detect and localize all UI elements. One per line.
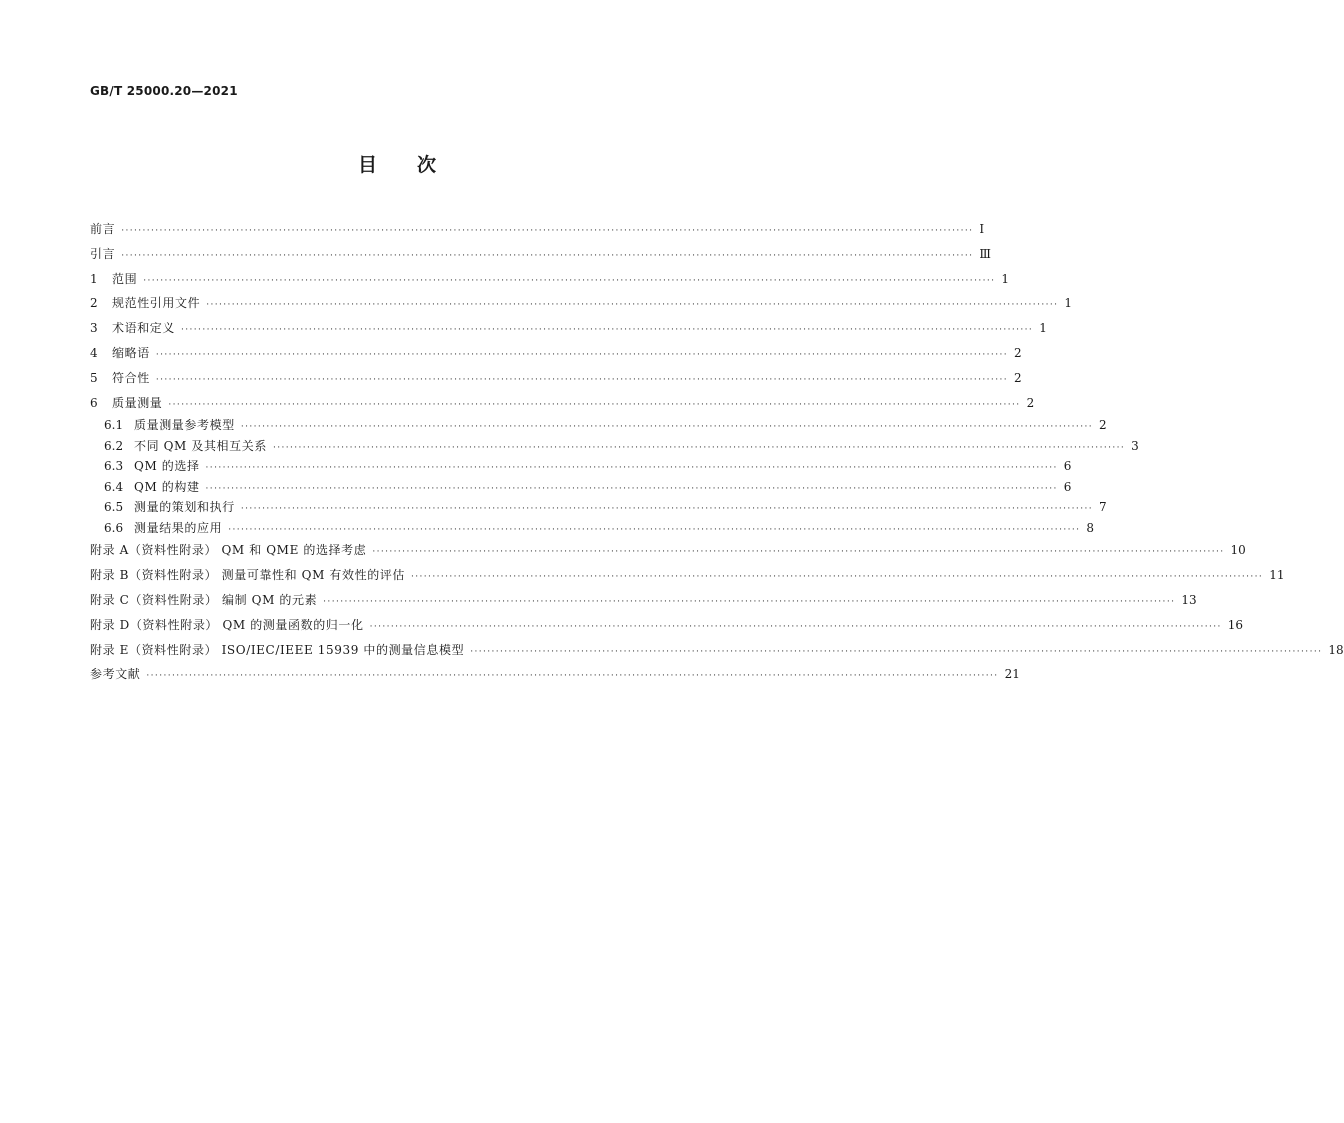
toc-entry-title: QM 的构建: [134, 479, 200, 494]
toc-entry-label: [90, 662, 140, 687]
toc-leader-dots: ········································································································································································································: [155, 374, 1008, 385]
page-title: [0, 150, 794, 177]
toc-entry-title: 测量结果的应用: [134, 520, 223, 535]
toc-entry-label: [104, 415, 235, 436]
toc-entry-title: 范围: [112, 271, 138, 286]
toc-entry-page: 1: [1039, 321, 1047, 336]
toc-entry-title: 前言: [90, 222, 116, 236]
toc-leader-dots: ········································································································································································································: [272, 442, 1126, 453]
toc-leader-dots: ········································································································································································································: [205, 483, 1058, 494]
toc-leader-dots: ········································································································································································································: [146, 671, 999, 682]
toc-entry[interactable]: [90, 456, 1072, 477]
toc-entry[interactable]: [90, 477, 1072, 498]
toc-leader-dots: ········································································································································································································: [168, 399, 1021, 410]
toc-entry[interactable]: [90, 267, 1010, 292]
toc-entry-page: 1: [1064, 296, 1073, 311]
toc-entry-label: [90, 267, 137, 292]
toc-entry-label: [104, 477, 200, 498]
toc-entry-label: [90, 588, 317, 613]
toc-entry[interactable]: [90, 613, 1244, 638]
toc-entry-label: [90, 217, 115, 242]
toc-entry[interactable]: [90, 316, 1047, 341]
toc-entry-title: 附录 A（资料性附录） QM 和 QME 的选择考虑: [90, 543, 367, 558]
toc-leader-dots: ········································································································································································································: [323, 596, 1176, 607]
toc-entry-title: 附录 C（资料性附录） 编制 QM 的元素: [90, 592, 318, 607]
toc-entry-number: 6.4: [104, 479, 124, 494]
toc-entry[interactable]: [90, 415, 1107, 436]
table-of-contents: [90, 217, 1344, 687]
toc-entry[interactable]: [90, 436, 1139, 457]
toc-entry-title: 参考文献: [90, 667, 141, 682]
toc-entry-label: [90, 291, 200, 316]
title-char-2: 次: [417, 154, 437, 176]
toc-entry-page: Ⅰ: [979, 222, 985, 236]
toc-entry-page: 13: [1181, 592, 1197, 607]
toc-entry-page: 21: [1004, 667, 1020, 682]
toc-entry-number: 2: [90, 296, 98, 311]
toc-leader-dots: ········································································································································································································: [228, 524, 1081, 535]
toc-entry-label: [104, 518, 222, 539]
toc-entry-label: [90, 638, 464, 663]
toc-entry-page: 11: [1269, 568, 1285, 583]
toc-entry-number: 6.1: [104, 418, 124, 433]
toc-entry[interactable]: [90, 391, 1035, 416]
toc-entry-page: 2: [1013, 370, 1022, 385]
toc-entry-label: [90, 391, 162, 416]
toc-entry-page: 2: [1098, 418, 1107, 433]
toc-entry-page: 18: [1328, 642, 1344, 657]
toc-entry-title: 附录 D（资料性附录） QM 的测量函数的归一化: [90, 617, 364, 632]
toc-entry-number: 3: [90, 321, 98, 336]
toc-entry-label: [90, 563, 405, 588]
toc-entry-page: 10: [1230, 543, 1246, 558]
toc-entry-number: 6.6: [104, 520, 124, 535]
toc-entry[interactable]: [90, 341, 1022, 366]
toc-entry-number: 6.3: [104, 459, 124, 474]
toc-leader-dots: ········································································································································································································: [240, 422, 1093, 433]
toc-entry[interactable]: [90, 497, 1107, 518]
toc-entry-number: 1: [90, 271, 98, 286]
toc-leader-dots: ········································································································································································································: [205, 463, 1058, 474]
toc-entry-page: 2: [1026, 395, 1035, 410]
toc-entry-title: 质量测量参考模型: [134, 418, 235, 433]
toc-leader-dots: ········································································································································································································: [155, 349, 1008, 360]
toc-entry-page: 8: [1086, 520, 1095, 535]
toc-leader-dots: ········································································································································································································: [411, 572, 1264, 583]
toc-entry-number: 6.2: [104, 438, 124, 453]
toc-entry[interactable]: [90, 518, 1095, 539]
standard-code: GB/T 25000.20—2021: [90, 84, 238, 98]
toc-entry-title: 质量测量: [112, 395, 163, 410]
toc-leader-dots: ········································································································································································································: [121, 250, 974, 261]
toc-entry-title: 附录 B（资料性附录） 测量可靠性和 QM 有效性的评估: [90, 568, 406, 583]
toc-entry-title: 引言: [90, 246, 116, 261]
toc-entry-title: 缩略语: [112, 345, 150, 360]
toc-entry-label: [104, 456, 200, 477]
toc-entry-number: 4: [90, 345, 98, 360]
toc-entry-page: 16: [1227, 617, 1244, 632]
toc-entry-page: 6: [1063, 479, 1072, 494]
toc-entry-label: [90, 538, 366, 563]
toc-leader-dots: ········································································································································································································: [206, 300, 1059, 311]
toc-entry-title: 规范性引用文件: [112, 296, 201, 311]
toc-entry-label: [104, 436, 267, 457]
toc-entry-number: 6: [90, 395, 98, 410]
toc-entry-title: 测量的策划和执行: [134, 500, 235, 515]
toc-entry-page: Ⅲ: [979, 246, 991, 261]
toc-entry[interactable]: [90, 217, 985, 242]
toc-entry[interactable]: [90, 588, 1197, 613]
toc-leader-dots: ········································································································································································································: [240, 504, 1093, 515]
toc-entry-number: 6.5: [104, 500, 124, 515]
toc-leader-dots: ········································································································································································································: [470, 646, 1323, 657]
toc-entry-page: 6: [1063, 459, 1072, 474]
toc-entry-title: 附录 E（资料性附录） ISO/IEC/IEEE 15939 中的测量信息模型: [90, 642, 465, 657]
toc-entry[interactable]: [90, 366, 1022, 391]
toc-entry-title: 符合性: [112, 370, 150, 385]
toc-entry-title: 术语和定义: [112, 321, 176, 336]
toc-entry[interactable]: [90, 563, 1285, 588]
toc-entry-label: [90, 316, 175, 341]
toc-leader-dots: ········································································································································································································: [372, 547, 1225, 558]
toc-entry[interactable]: [90, 242, 991, 267]
toc-entry-title: QM 的选择: [134, 459, 200, 474]
toc-entry-page: 7: [1098, 500, 1107, 515]
toc-entry-page: 2: [1013, 345, 1022, 360]
toc-entry-label: [90, 242, 115, 267]
toc-entry-label: [90, 366, 150, 391]
toc-leader-dots: ········································································································································································································: [121, 226, 974, 236]
toc-entry[interactable]: [90, 662, 1020, 687]
toc-entry-number: 5: [90, 370, 98, 385]
toc-entry-label: [90, 613, 364, 638]
toc-leader-dots: ········································································································································································································: [369, 621, 1222, 632]
toc-entry[interactable]: [90, 538, 1246, 563]
toc-entry[interactable]: [90, 291, 1073, 316]
title-char-1: 目: [357, 154, 377, 176]
toc-entry-label: [104, 497, 235, 518]
toc-leader-dots: ········································································································································································································: [181, 325, 1034, 336]
toc-entry-page: 3: [1131, 438, 1139, 453]
toc-entry[interactable]: [90, 638, 1344, 663]
toc-entry-page: 1: [1001, 271, 1010, 286]
toc-entry-label: [90, 341, 150, 366]
toc-leader-dots: ········································································································································································································: [143, 275, 996, 286]
toc-entry-title: 不同 QM 及其相互关系: [134, 438, 267, 453]
